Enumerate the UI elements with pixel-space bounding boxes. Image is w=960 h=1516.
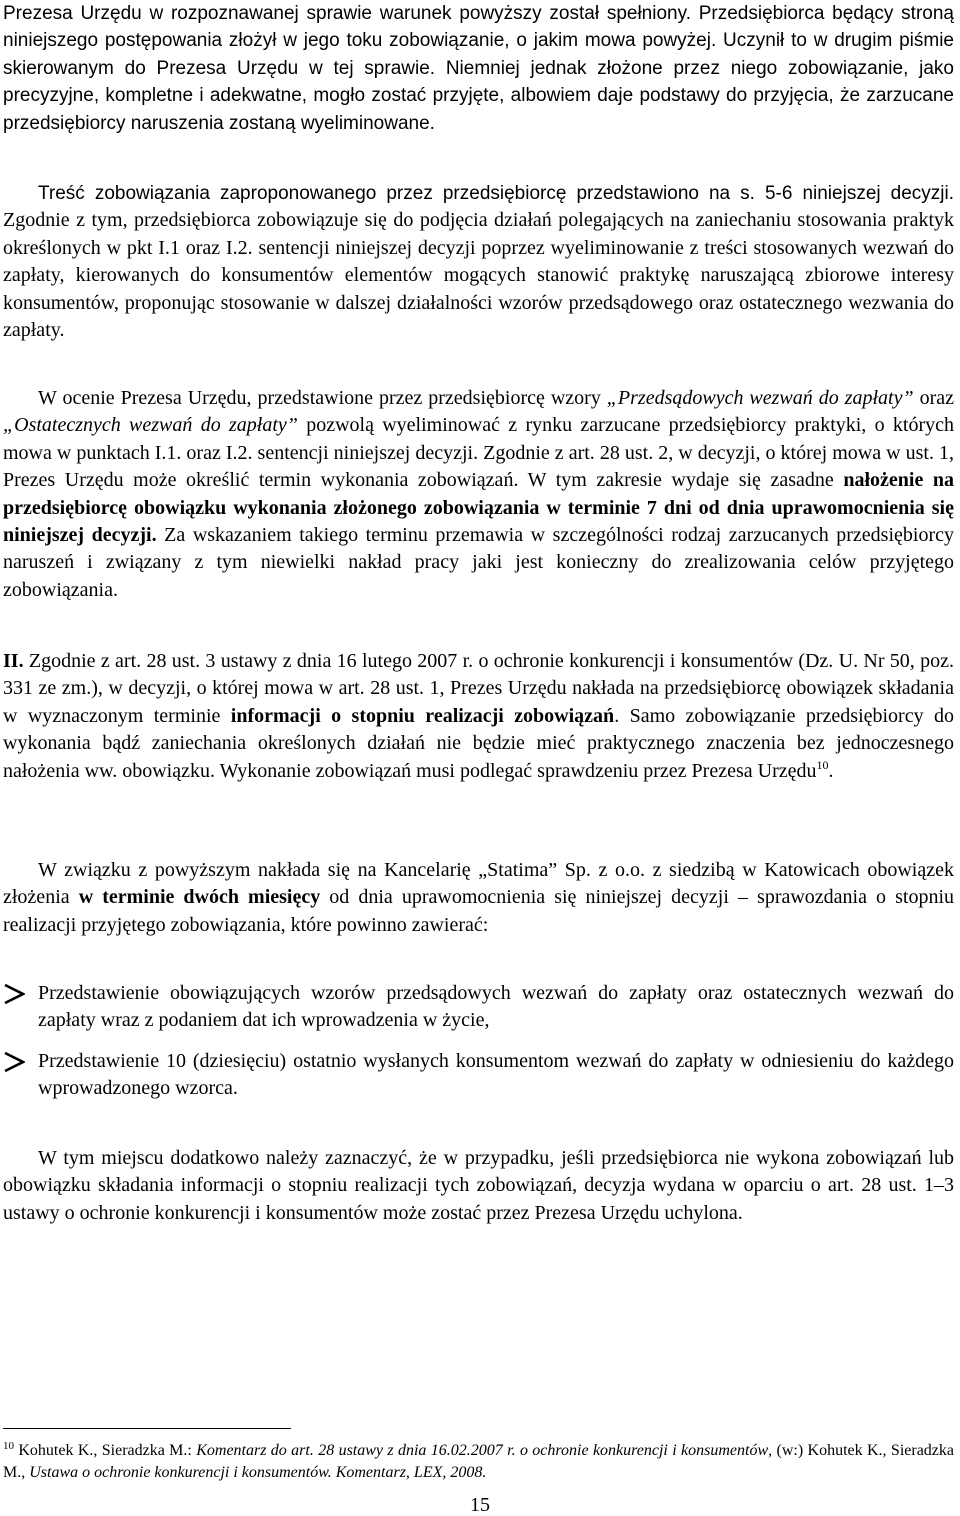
list-item-text: Przedstawienie obowiązujących wzorów przedsądowych wezwań do zapłaty oraz ostatecznych wezwań do zapłaty wraz z podaniem dat ich wprowadzenia w życie, [38, 982, 954, 1032]
paragraph-5-bold-deadline: w terminie dwóch miesięcy [78, 886, 321, 909]
page-number: 15 [470, 1494, 490, 1516]
paragraph-2-sentence-1: Treść zobowiązania zaproponowanego przez przedsiębiorcę przedstawiono na s. 5-6 niniejszej decyzji. [38, 183, 954, 204]
paragraph-4 [3, 648, 954, 785]
paragraph-6-text: W tym miejscu dodatkowo należy zaznaczyć, że w przypadku, jeśli przedsiębiorca nie wykona zobowiązań lub obowiązku składania informacji o stopniu realizacji tych zobowiązań, decyzja wydana w oparciu o art. 28 ust. 1–3 ustawy o ochronie konkurencji i konsumentów może zostać przez Prezesa Urzędu uchylona. [3, 1147, 954, 1224]
paragraph-3-part-1: W ocenie Prezesa Urzędu, przedstawione przez przedsiębiorcę wzory [38, 387, 607, 409]
paragraph-6 [3, 1145, 954, 1227]
paragraph-5-part-1: W związku z powyższym nakłada się na Kancelarię „Statima” Sp. z o.o. z siedzibą w Katowicach obowiązek złożenia [3, 859, 954, 909]
footnote-number: 10 [3, 1440, 14, 1452]
paragraph-1 [3, 0, 954, 137]
paragraph-4-bold-term: informacji o stopniu realizacji zobowiązań [230, 704, 615, 727]
paragraph-4-end: . [828, 759, 834, 782]
paragraph-3-italic-title-2: „Ostatecznych wezwań do zapłaty” [3, 414, 298, 437]
paragraph-3 [3, 385, 954, 604]
footnote-in: , (w:) Kohutek K., Sieradzka M., [3, 1442, 954, 1481]
footnote-source: Ustawa o ochronie konkurencji i konsumentów. Komentarz, LEX, 2008. [29, 1464, 487, 1481]
paragraph-2-sentence-2: Zgodnie z tym, przedsiębiorca zobowiązuje się do podjęcia działań polegających na zaniechaniu stosowania praktyk określonych w pkt I.1 oraz I.2. sentencji niniejszej decyzji poprzez wyeliminowanie z treści stosowanych wezwań do zapłaty, kierowanych do konsumentów elementów mogących stanowić praktykę naruszającą zbiorowe interesy konsumentów, proponując stosowanie w dalszej działalności wzorów przedsądowego oraz ostatecznego wezwania do zapłaty. [3, 209, 954, 342]
paragraph-4-part-2: . Samo zobowiązanie przedsiębiorcy do wykonania bądź zaniechania określonych działań nie będzie mieć praktycznego znaczenia bez jednoczesnego nałożenia ww. obowiązku. Wykonanie zobowiązań musi podlegać sprawdzeniu przez Prezesa Urzędu [3, 704, 954, 782]
arrowhead-bullet-icon [3, 1052, 25, 1072]
paragraph-5-part-2: od dnia uprawomocnienia się niniejszej decyzji – sprawozdania o stopniu realizacji przyjętego zobowiązania, które powinno zawierać: [3, 886, 954, 936]
footnote-reference[interactable]: 10 [816, 757, 829, 772]
footnote-separator [3, 1428, 291, 1429]
list-item [3, 1048, 954, 1103]
paragraph-3-italic-title-1: „Przedsądowych wezwań do zapłaty” [606, 387, 914, 409]
footnote-title: Komentarz do art. 28 ustawy z dnia 16.02.2007 r. o ochronie konkurencji i konsumentów [196, 1442, 769, 1459]
arrowhead-bullet-icon [3, 984, 25, 1004]
footnote [3, 1440, 954, 1484]
paragraph-3-bold-obligation: nałożenie na przedsiębiorcę obowiązku wykonania złożonego zobowiązania w terminie 7 dni od dnia uprawomocnienia się niniejszej decyzji. [3, 469, 954, 547]
paragraph-5 [3, 857, 954, 939]
paragraph-3-part-3: pozwolą wyeliminować z rynku zarzucane przedsiębiorcy praktyki, o których mowa w punktach I.1. oraz I.2. sentencji niniejszej decyzji. Zgodnie z art. 28 ust. 2, w decyzji, o której mowa w ust. 1, Prezes Urzędu może określić termin wykonania zobowiązań. W tym zakresie wydaje się zasadne [3, 414, 954, 492]
paragraph-3-part-4: Za wskazaniem takiego terminu przemawia w szczególności rodzaj zarzucanych przedsiębiorcy naruszeń i związany z tym niewielki nakład pracy jaki jest konieczny do zrealizowania celów przyjętego zobowiązania. [3, 524, 954, 601]
footnote-authors: Kohutek K., Sieradzka M.: [14, 1442, 197, 1459]
list-item-text: Przedstawienie 10 (dziesięciu) ostatnio wysłanych konsumentom wezwań do zapłaty w odniesieniu do każdego wprowadzonego wzorca. [38, 1050, 954, 1100]
paragraph-3-part-2: oraz [913, 387, 954, 409]
paragraph-1-text: Prezesa Urzędu w rozpoznawanej sprawie warunek powyższy został spełniony. Przedsiębiorca będący stroną niniejszego postępowania złożył w jego toku zobowiązanie, o jakim mowa powyżej. Uczynił to w drugim piśmie skierowanym do Prezesa Urzędu w tej sprawie. Niemniej jednak złożone przez niego zobowiązanie, jako precyzyjne, kompletne i adekwatne, mogło zostać przyjęte, albowiem daje podstawy do przyjęcia, że zarzucane przedsiębiorcy naruszenia zostaną wyeliminowane. [3, 3, 954, 134]
list-item [3, 980, 954, 1035]
paragraph-2 [3, 180, 954, 344]
paragraph-4-part-1: Zgodnie z art. 28 ust. 3 ustawy z dnia 16 lutego 2007 r. o ochronie konkurencji i konsumentów (Dz. U. Nr 50, poz. 331 ze zm.), w decyzji, o której mowa w art. 28 ust. 1, Prezes Urzędu nakłada na przedsiębiorcę obowiązek składania w wyznaczonym terminie [3, 650, 954, 727]
section-number-ii: II. [3, 650, 24, 672]
